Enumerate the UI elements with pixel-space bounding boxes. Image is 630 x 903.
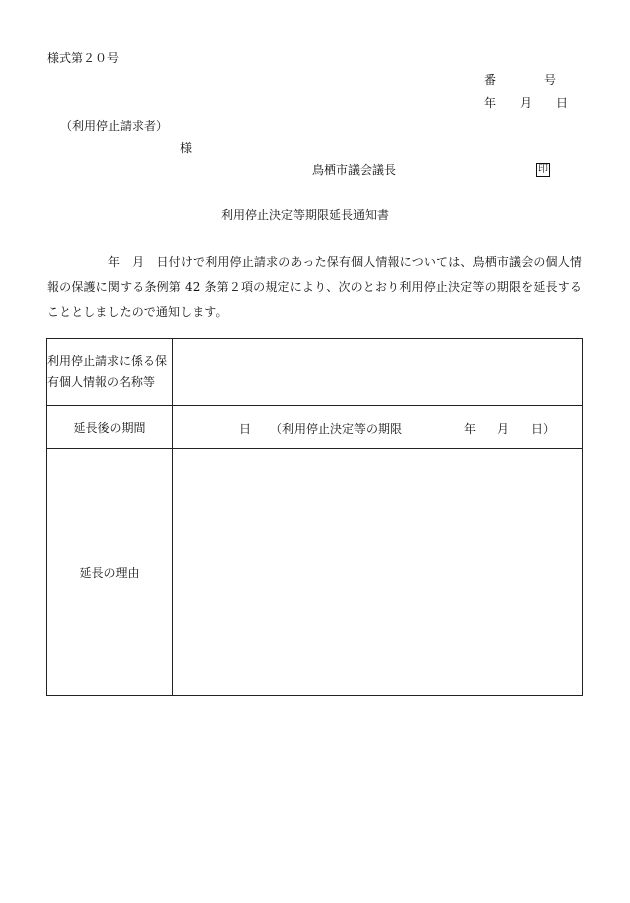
deadline-month-unit: 月 xyxy=(497,422,510,436)
deadline-day-unit: 日） xyxy=(531,422,556,436)
info-name-label: 利用停止請求に係る保有個人情報の名称等 xyxy=(47,339,173,406)
page-title: 利用停止決定等期限延長通知書 xyxy=(221,208,390,222)
issuer-name: 鳥栖市議会議長 xyxy=(312,163,397,177)
date-label: 年 月 日 xyxy=(484,96,569,110)
extension-reason-value xyxy=(173,449,583,696)
deadline-year-unit: 年 xyxy=(464,422,477,436)
extension-period-value xyxy=(173,406,583,449)
extension-period-label: 延長後の期間 xyxy=(47,406,173,449)
deadline-label: （利用停止決定等の期限 xyxy=(270,422,403,436)
table-row xyxy=(47,339,583,406)
notice-table xyxy=(46,338,583,696)
requester-label: （利用停止請求者） xyxy=(60,119,169,133)
table-row xyxy=(47,449,583,696)
honorific: 様 xyxy=(180,141,193,155)
document-number-label: 番 号 xyxy=(484,73,557,87)
extension-days-unit: 日 xyxy=(239,422,252,436)
extension-reason-label: 延長の理由 xyxy=(47,449,173,696)
info-name-value xyxy=(173,339,583,406)
form-number: 様式第２０号 xyxy=(47,51,120,65)
seal-mark: 印 xyxy=(538,164,548,175)
table-row xyxy=(47,406,583,449)
notice-body: 年 月 日付けで利用停止請求のあった保有個人情報については、鳥栖市議会の個人情報の保護に関する条例第 42 条第２項の規定により、次のとおり利用停止決定等の期限を延長することとしましたので通知します。 xyxy=(47,255,582,319)
